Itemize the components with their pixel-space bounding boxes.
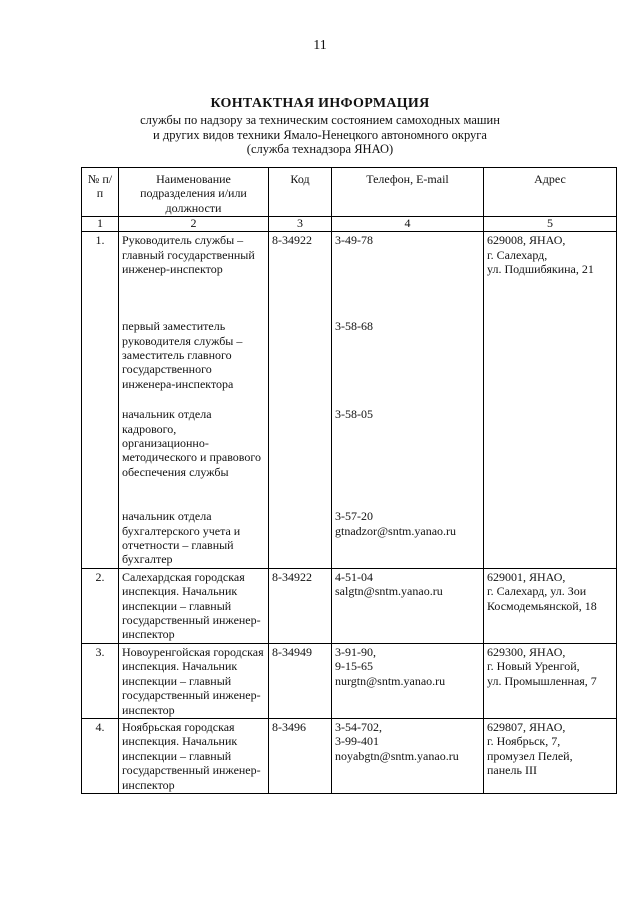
row-number: 2. <box>82 568 119 643</box>
column-number: 1 <box>82 217 119 232</box>
phone-number: 4-51-04 <box>335 569 373 584</box>
email-address: noyabgtn@sntm.yanao.ru <box>335 748 459 763</box>
table-row <box>82 718 617 793</box>
header-phone-email: Телефон, E-mail <box>332 168 484 217</box>
subtitle-line: службы по надзору за техническим состоянием самоходных машин <box>140 113 500 127</box>
column-number-row <box>82 217 617 232</box>
column-number: 5 <box>484 217 617 232</box>
position-name: начальник отдела кадрового, организационно-методического и правового обеспечения службы <box>122 407 261 479</box>
position-name: Ноябрьская городская инспекция. Начальник инспекции – главный государственный инженер-инспектор <box>119 718 269 793</box>
code-cell: 8-34922 <box>269 568 332 643</box>
address-line: Космодемьянской, 18 <box>487 598 597 613</box>
table-row <box>82 568 617 643</box>
header-code: Код <box>269 168 332 217</box>
address-line: 629008, ЯНАО, <box>487 233 566 248</box>
contacts-table <box>81 167 617 794</box>
row-number: 3. <box>82 643 119 718</box>
subtitle-line: (служба технадзора ЯНАО) <box>246 142 394 156</box>
address-cell <box>484 568 617 643</box>
phone-number: 9-15-65 <box>335 659 373 674</box>
phone-number: 3-54-702, <box>335 719 382 734</box>
address-line: ул. Подшибякина, 21 <box>487 262 594 277</box>
phone-number: 3-91-90, <box>335 644 376 659</box>
phone-number: 3-57-20 <box>335 509 373 524</box>
address-line: 629001, ЯНАО, <box>487 569 566 584</box>
address-cell <box>484 718 617 793</box>
address-cell <box>484 232 617 569</box>
address-line: ул. Промышленная, 7 <box>487 673 597 688</box>
phone-cell <box>332 718 484 793</box>
row-number: 1. <box>82 232 119 569</box>
code-cell: 8-34949 <box>269 643 332 718</box>
header-number: № п/п <box>82 168 119 217</box>
address-line: г. Новый Уренгой, <box>487 659 580 674</box>
phone-cell <box>332 568 484 643</box>
address-line: г. Салехард, ул. Зои <box>487 584 587 599</box>
position-name: Салехардская городская инспекция. Начальник инспекции – главный государственный инженер-инспектор <box>119 568 269 643</box>
address-line: панель III <box>487 763 537 778</box>
phone-cell <box>332 232 484 569</box>
phone-number: 3-99-401 <box>335 734 379 749</box>
table-header-row <box>82 168 617 217</box>
email-address: nurgtn@sntm.yanao.ru <box>335 673 446 688</box>
page-number: 11 <box>313 38 327 53</box>
email-address: salgtn@sntm.yanao.ru <box>335 584 443 599</box>
email-address: gtnadzor@sntm.yanao.ru <box>335 523 457 538</box>
address-line: г. Ноябрьск, 7, <box>487 734 561 749</box>
document-subtitle <box>0 113 640 157</box>
address-line: 629300, ЯНАО, <box>487 644 566 659</box>
subtitle-line: и других видов техники Ямало-Ненецкого автономного округа <box>153 127 487 142</box>
column-number: 4 <box>332 217 484 232</box>
address-cell <box>484 643 617 718</box>
column-number: 2 <box>119 217 269 232</box>
phone-number: 3-58-68 <box>335 319 373 334</box>
position-name: Новоуренгойская городская инспекция. Начальник инспекции – главный государственный инженер-инспектор <box>119 643 269 718</box>
phone-number: 3-49-78 <box>335 233 373 248</box>
column-number: 3 <box>269 217 332 232</box>
row-number: 4. <box>82 718 119 793</box>
address-line: промузел Пелей, <box>487 748 573 763</box>
header-address: Адрес <box>484 168 617 217</box>
code-cell: 8-3496 <box>269 718 332 793</box>
header-name: Наименование подразделения и/или должности <box>119 168 269 217</box>
phone-cell <box>332 643 484 718</box>
position-name: начальник отдела бухгалтерского учета и отчетности – главный бухгалтер <box>122 509 241 567</box>
table-row <box>82 232 617 569</box>
address-line: 629807, ЯНАО, <box>487 719 566 734</box>
phone-number: 3-58-05 <box>335 407 373 422</box>
code-cell: 8-34922 <box>269 232 332 569</box>
document-title: КОНТАКТНАЯ ИНФОРМАЦИЯ <box>210 96 430 111</box>
address-line: г. Салехард, <box>487 247 548 262</box>
position-name: первый заместитель руководителя службы – заместитель главного государственного инженера-инспектора <box>122 319 243 391</box>
table-row <box>82 643 617 718</box>
position-name: Руководитель службы – главный государственный инженер-инспектор <box>122 233 255 277</box>
position-cell <box>119 232 269 569</box>
